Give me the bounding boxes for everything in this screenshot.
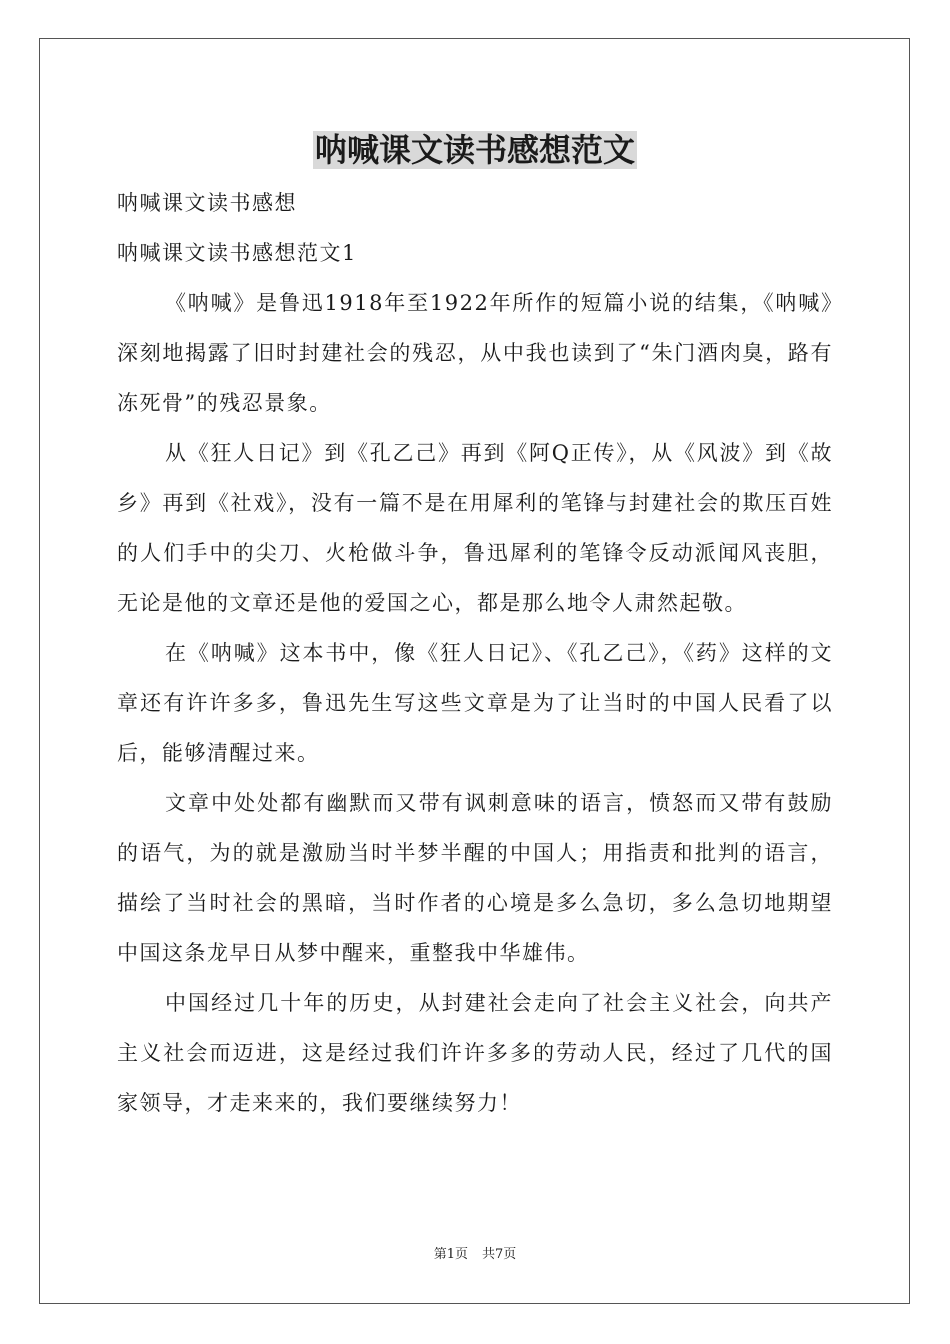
page-number-total: 共7页 (482, 1247, 517, 1262)
paragraph-1: 《呐喊》是鲁迅1918年至1922年所作的短篇小说的结集，《呐喊》深刻地揭露了旧时封建社会的残忍，从中我也读到了“朱门酒肉臭，路有冻死骨”的残忍景象。 (117, 291, 833, 415)
document-title (0, 128, 950, 172)
document-body (117, 178, 833, 1128)
document-title-text: 呐喊课文读书感想范文 (314, 131, 635, 169)
page-footer (0, 1245, 950, 1265)
document-subtitle: 呐喊课文读书感想 (117, 191, 297, 215)
paragraph-4: 文章中处处都有幽默而又带有讽刺意味的语言，愤怒而又带有鼓励的语气，为的就是激励当时半梦半醒的中国人；用指责和批判的语言，描绘了当时社会的黑暗，当时作者的心境是多么急切，多么急切地期望中国这条龙早日从梦中醒来，重整我中华雄伟。 (117, 791, 833, 965)
page-number-current: 第1页 (433, 1247, 468, 1262)
paragraph-2: 从《狂人日记》到《孔乙己》再到《阿Q正传》，从《风波》到《故乡》再到《社戏》，没有一篇不是在用犀利的笔锋与封建社会的欺压百姓的人们手中的尖刀、火枪做斗争，鲁迅犀利的笔锋令反动派闻风丧胆，无论是他的文章还是他的爱国之心，都是那么地令人肃然起敬。 (117, 441, 833, 615)
paragraph-3: 在《呐喊》这本书中，像《狂人日记》、《孔乙己》，《药》这样的文章还有许许多多，鲁迅先生写这些文章是为了让当时的中国人民看了以后，能够清醒过来。 (117, 641, 833, 765)
paragraph-5: 中国经过几十年的历史，从封建社会走向了社会主义社会，向共产主义社会而迈进，这是经过我们许许多多的劳动人民，经过了几代的国家领导，才走来来的，我们要继续努力！ (117, 991, 833, 1115)
section-heading: 呐喊课文读书感想范文1 (117, 241, 357, 265)
